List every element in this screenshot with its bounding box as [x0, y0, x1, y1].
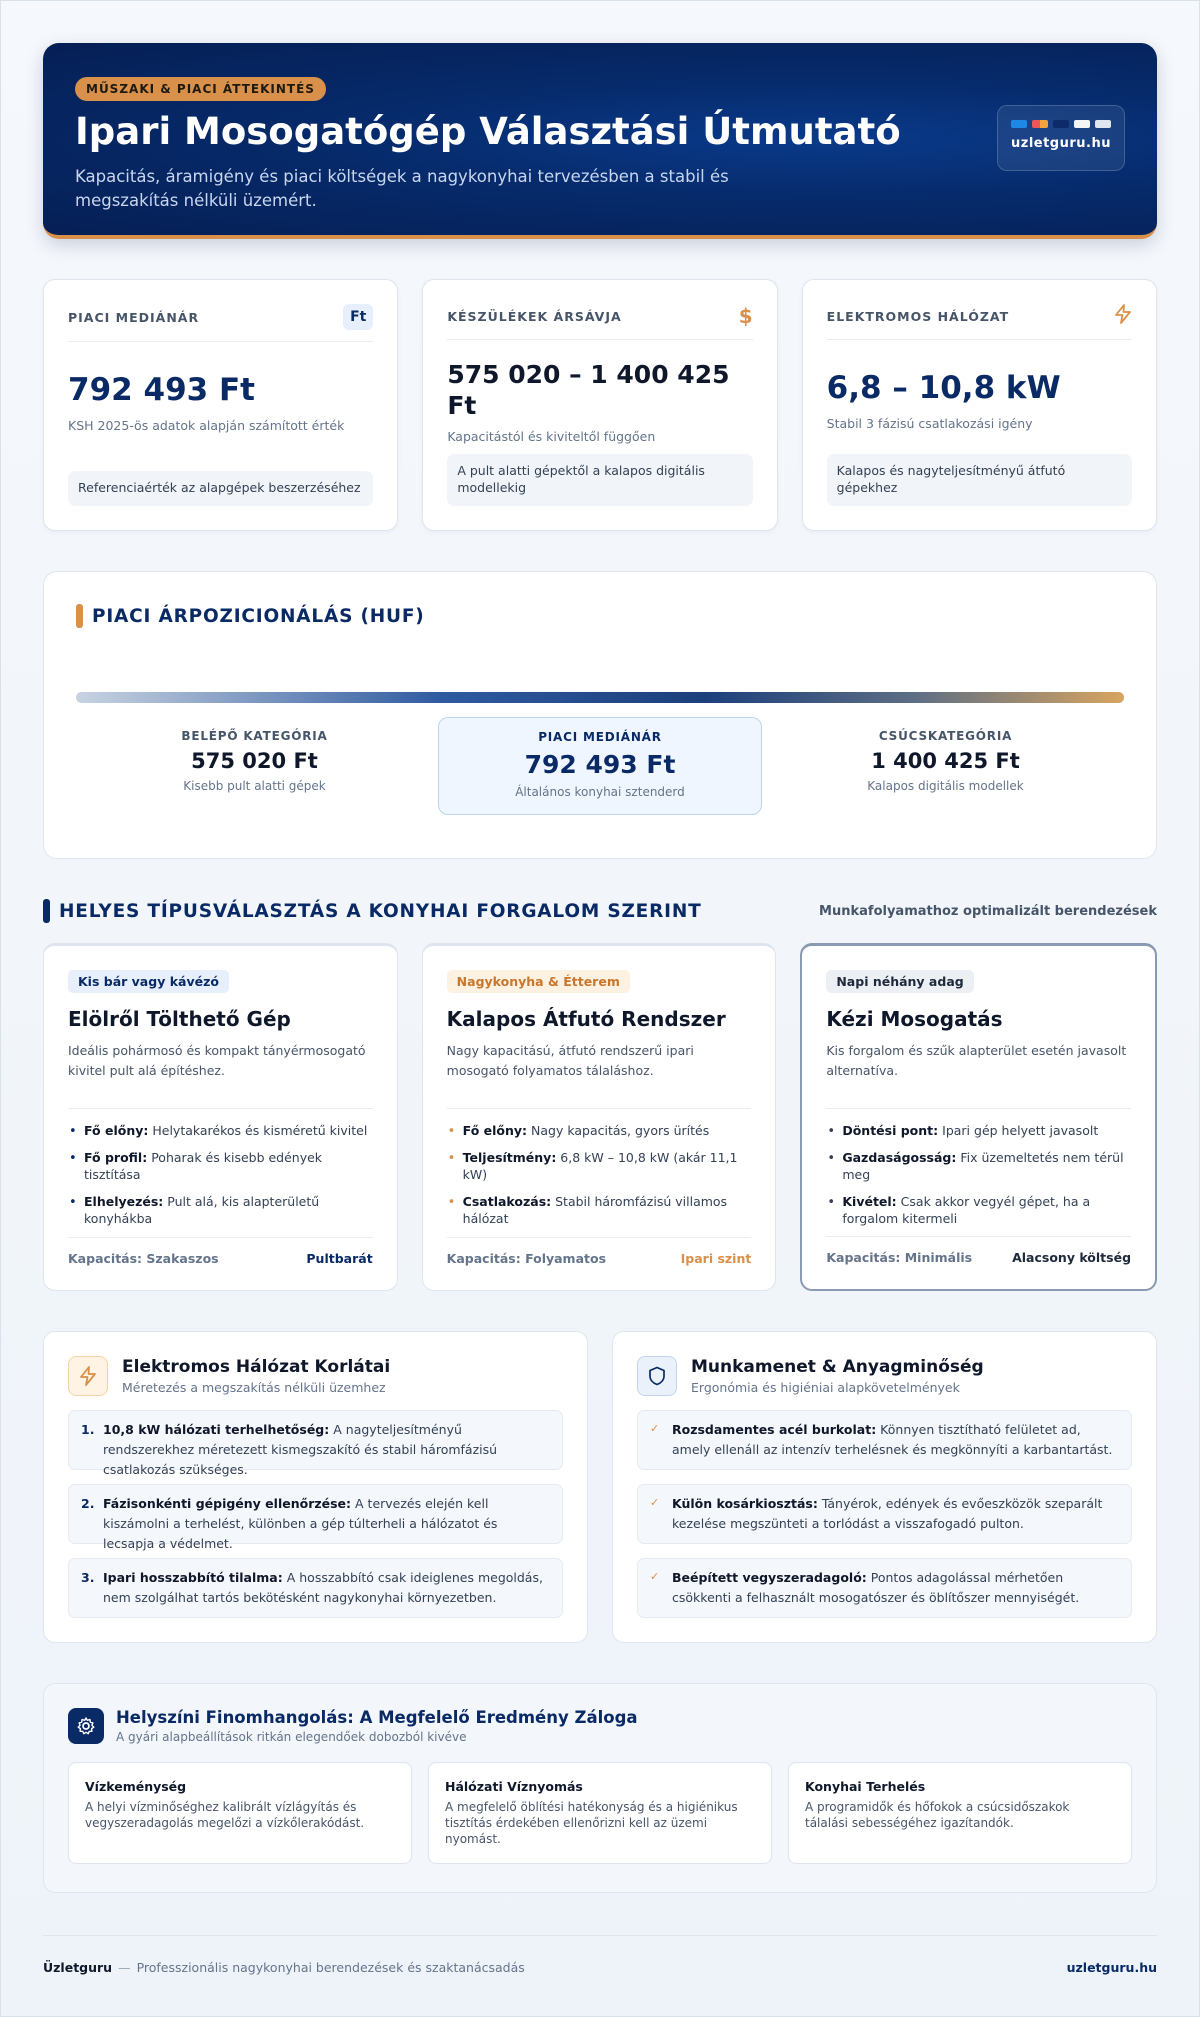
fine-card-desc: A helyi vízminőséghez kalibrált vízlágyítás és vegyszeradagolás megelőzi a vízkőlerakódást.: [85, 1800, 365, 1831]
stat-card-median-price: [43, 279, 398, 531]
type-desc: Kis forgalom és szűk alapterület esetén javasolt alternatíva.: [826, 1041, 1131, 1109]
footer-tagline: Professzionális nagykonyhai berendezések és szaktanácsadás: [136, 1960, 525, 1975]
bullet-icon: •: [827, 1124, 836, 1139]
check-icon: ✓: [650, 1422, 660, 1435]
list-item: ✓ Rozsdamentes acél burkolat: Könnyen tisztítható felületet ad, amely ellenáll az intenzív terhelésnek és megkönnyíti a karbantartást.: [637, 1410, 1132, 1470]
footer-brand: Üzletguru: [43, 1960, 113, 1975]
tier-premium: [767, 717, 1124, 815]
bullet-icon: •: [69, 1194, 77, 1210]
capacity-label: Kapacitás: Folyamatos: [446, 1251, 607, 1266]
fine-tuning-section: [43, 1683, 1157, 1893]
section-title: HELYES TÍPUSVÁLASZTÁS A KONYHAI FORGALOM SZERINT: [59, 900, 702, 922]
list-item: • Gazdaságosság: Fix üzemeltetés nem térül meg: [827, 1149, 1124, 1182]
payment-card-icon: [1011, 120, 1027, 128]
bullet-icon: •: [827, 1150, 836, 1166]
visa-icon: [1074, 120, 1090, 128]
tier-entry: [76, 717, 433, 815]
tier-label: BELÉPŐ KATEGÓRIA: [181, 729, 328, 743]
bullet-icon: •: [447, 1194, 456, 1210]
type-footer: [68, 1237, 373, 1266]
type-card-hood: [422, 943, 777, 1291]
payment-card-icon: [1095, 120, 1111, 128]
footer-separator: —: [118, 1960, 131, 1975]
type-card-manual: [800, 943, 1157, 1291]
bullet-icon: •: [447, 1124, 456, 1139]
type-badge: Ipari szint: [680, 1251, 752, 1266]
list-item: • Teljesítmény: 6,8 kW – 10,8 kW (akár 11,1 kW): [447, 1149, 738, 1182]
lightning-icon: [68, 1356, 108, 1396]
panel-subtitle: Méretezés a megszakítás nélküli üzemhez: [122, 1380, 386, 1395]
hero-banner: [43, 43, 1157, 239]
list-item: ✓ Beépített vegyszeradagoló: Pontos adagolással mérhetően csökkenti a felhasznált mosogatószer és öblítőszer mennyiségét.: [637, 1558, 1132, 1618]
section-accent-bar: [76, 604, 83, 628]
type-badge: Alacsony költség: [1012, 1250, 1132, 1265]
stat-value: 6,8 – 10,8 kW: [826, 370, 1061, 406]
fine-card-title: Vízkeménység: [85, 1779, 187, 1794]
panel-workflow: [612, 1331, 1157, 1643]
fine-card-desc: A programidők és hőfokok a csúcsidőszakok tálalási sebességéhez igazítandók.: [805, 1800, 1070, 1831]
check-icon: ✓: [650, 1496, 660, 1509]
fine-card-water-pressure: [428, 1762, 772, 1864]
tier-value: 1 400 425 Ft: [871, 749, 1020, 773]
fine-card-kitchen-load: [788, 1762, 1132, 1864]
tier-value: 792 493 Ft: [524, 750, 676, 779]
page-title: Ipari Mosogatógép Választási Útmutató: [75, 110, 901, 153]
site-logo[interactable]: [997, 105, 1125, 171]
tier-median: [438, 717, 762, 815]
list-item: 3. Ipari hosszabbító tilalma: A hosszabbító csak ideiglenes megoldás, nem szolgálhat tartós bekötésként nagykonyhai környezetben.: [68, 1558, 563, 1618]
tier-sub: Általános konyhai sztenderd: [515, 785, 685, 799]
section-accent-bar: [43, 899, 50, 923]
stat-sub: Stabil 3 fázisú csatlakozási igény: [826, 415, 1033, 431]
type-tag: Nagykonyha & Étterem: [447, 970, 630, 993]
fine-title: Helyszíni Finomhangolás: A Megfelelő Eredmény Záloga: [116, 1708, 638, 1727]
panel-title: Elektromos Hálózat Korlátai: [122, 1357, 391, 1377]
stat-sub: KSH 2025-ös adatok alapján számított érték: [68, 417, 345, 433]
list-item: • Döntési pont: Ipari gép helyett javasolt: [827, 1123, 1099, 1139]
tier-sub: Kisebb pult alatti gépek: [183, 779, 326, 793]
list-item: • Fő előny: Helytakarékos és kisméretű kivitel: [69, 1123, 368, 1139]
list-item: • Kivétel: Csak akkor vegyél gépet, ha a forgalom kitermeli: [827, 1193, 1091, 1226]
capacity-label: Kapacitás: Szakaszos: [68, 1251, 219, 1266]
stat-label: PIACI MEDIÁNÁR: [68, 309, 200, 325]
type-desc: Ideális pohármosó és kompakt tányérmosogató kivitel pult alá építéshez.: [68, 1041, 373, 1109]
list-item: • Fő előny: Nagy kapacitás, gyors ürítés: [447, 1123, 710, 1139]
mastercard-icon: [1032, 120, 1048, 128]
section-title: PIACI ÁRPOZICIONÁLÁS (HUF): [92, 605, 425, 627]
list-item: 2. Fázisonkénti gépigény ellenőrzése: A tervezés elején kell kiszámolni a terhelést, különben a gép túlterheli a hálózatot és lecsapja a védelmet.: [68, 1484, 563, 1544]
list-item: • Elhelyezés: Pult alá, kis alapterületű konyhákba: [69, 1193, 320, 1226]
shield-icon: [637, 1356, 677, 1396]
stat-card-electrical: [802, 279, 1157, 531]
lightning-icon: [1114, 304, 1132, 328]
tier-label: PIACI MEDIÁNÁR: [538, 730, 662, 744]
type-card-front-loading: [43, 943, 398, 1291]
type-title: Elölről Tölthető Gép: [68, 1007, 291, 1031]
stat-sub: Kapacitástól és kiviteltől függően: [447, 429, 656, 444]
stat-value: 792 493 Ft: [68, 372, 255, 408]
list-item: • Fő profil: Poharak és kisebb edények tisztítása: [69, 1149, 323, 1182]
type-footer: [826, 1236, 1131, 1265]
list-item: • Csatlakozás: Stabil háromfázisú villamos hálózat: [447, 1193, 728, 1226]
stat-note: A pult alatti gépektől a kalapos digitális modellekig: [447, 454, 752, 506]
type-title: Kézi Mosogatás: [826, 1007, 1003, 1031]
bullet-icon: •: [827, 1194, 836, 1210]
fine-card-desc: A megfelelő öblítési hatékonyság és a higiénikus tisztítás érdekében ellenőrizni kell az üzemi nyomást.: [445, 1800, 738, 1847]
type-desc: Nagy kapacitású, átfutó rendszerű ipari mosogató folyamatos tálaláshoz.: [447, 1041, 752, 1109]
hero-subtitle: Kapacitás, áramigény és piaci költségek a nagykonyhai tervezésben a stabil és megszakítás nélküli üzemért.: [75, 167, 729, 210]
stat-note: Kalapos és nagyteljesítményű átfutó gépekhez: [827, 454, 1132, 506]
price-gradient-bar: [76, 692, 1124, 703]
list-item: 1. 10,8 kW hálózati terhelhetőség: A nagyteljesítményű rendszerekhez méretezett kismegszakító és stabil háromfázisú csatlakozás szükséges.: [68, 1410, 563, 1470]
type-tag: Napi néhány adag: [826, 970, 973, 993]
types-header: [43, 899, 1157, 923]
type-badge: Pultbarát: [306, 1251, 373, 1266]
tier-sub: Kalapos digitális modellek: [867, 779, 1024, 793]
info-panels: [43, 1331, 1157, 1643]
fine-card-title: Konyhai Terhelés: [805, 1779, 926, 1794]
bullet-icon: •: [69, 1150, 77, 1166]
gear-icon: [68, 1708, 104, 1744]
bullet-icon: •: [447, 1150, 456, 1166]
panel-title: Munkamenet & Anyagminőség: [691, 1357, 984, 1377]
list-item: ✓ Külön kosárkiosztás: Tányérok, edények és evőeszközök szeparált kezelése megszünteti a torlódást a visszafogadó pulton.: [637, 1484, 1132, 1544]
price-positioning-section: [43, 571, 1157, 859]
stat-value: 575 020 – 1 400 425 Ft: [447, 360, 730, 420]
stats-row: [43, 279, 1157, 531]
fine-card-title: Hálózati Víznyomás: [445, 1779, 583, 1794]
payment-card-icon: [1053, 120, 1069, 128]
type-title: Kalapos Átfutó Rendszer: [446, 1007, 726, 1031]
fine-subtitle: A gyári alapbeállítások ritkán elegendőek dobozból kivéve: [116, 1730, 467, 1744]
panel-electrical: [43, 1331, 588, 1643]
type-footer: [447, 1237, 752, 1266]
check-icon: ✓: [650, 1570, 660, 1583]
logo-text: uzletguru.hu: [1011, 136, 1111, 151]
type-cards: [43, 943, 1157, 1291]
payment-icons: [998, 120, 1124, 128]
bullet-icon: •: [69, 1124, 77, 1139]
stat-label: KÉSZÜLÉKEK ÁRSÁVJA: [447, 308, 622, 324]
footer: [43, 1935, 1157, 1975]
tier-label: CSÚCSKATEGÓRIA: [878, 729, 1013, 743]
panel-subtitle: Ergonómia és higiéniai alapkövetelmények: [691, 1380, 960, 1395]
stat-label: ELEKTROMOS HÁLÓZAT: [826, 308, 1010, 324]
tier-value: 575 020 Ft: [191, 749, 318, 773]
forint-icon: Ft: [343, 304, 373, 330]
stat-note: Referenciaérték az alapgépek beszerzéséhez: [68, 471, 373, 506]
hero-badge: MŰSZAKI & PIACI ÁTTEKINTÉS: [75, 77, 326, 101]
types-note: Munkafolyamathoz optimalizált berendezések: [819, 903, 1157, 919]
footer-link[interactable]: uzletguru.hu: [1066, 1960, 1157, 1975]
type-tag: Kis bár vagy kávézó: [68, 970, 229, 993]
fine-card-water-hardness: [68, 1762, 412, 1864]
capacity-label: Kapacitás: Minimális: [826, 1250, 973, 1265]
stat-card-price-range: [422, 279, 777, 531]
dollar-icon: $: [738, 304, 753, 328]
